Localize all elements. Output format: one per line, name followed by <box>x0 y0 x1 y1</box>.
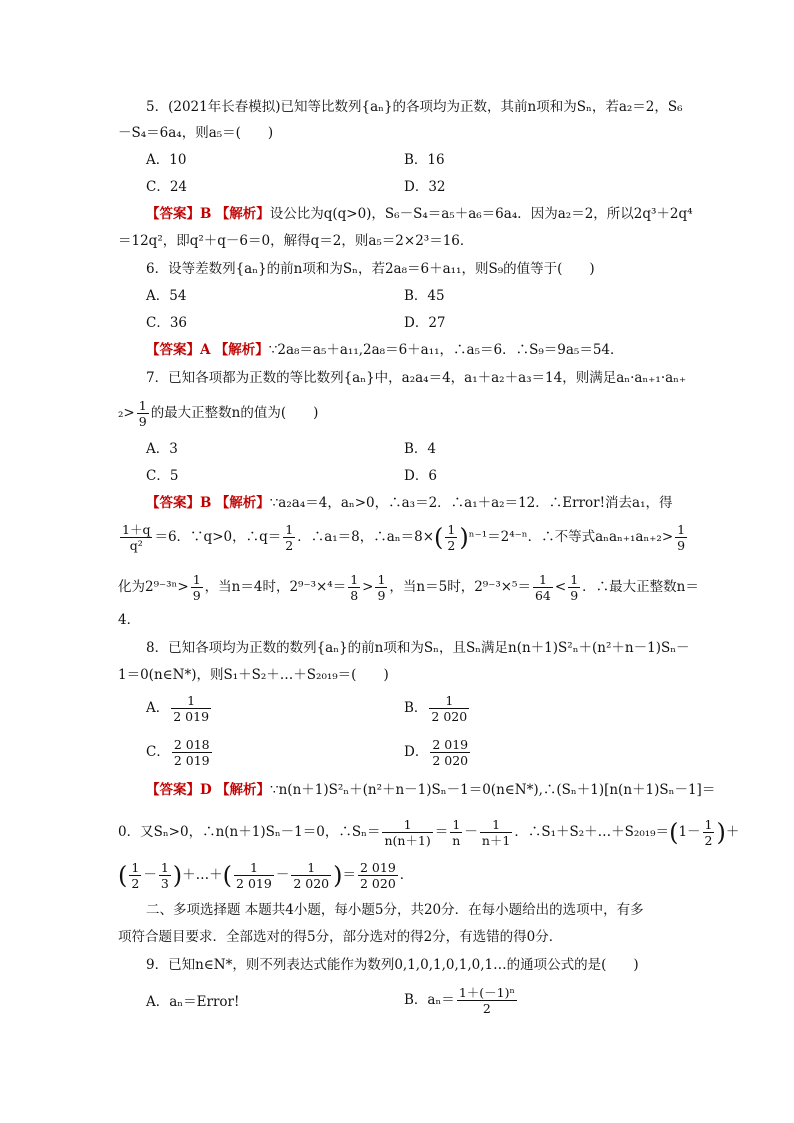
q8-option-c <box>146 737 214 768</box>
q7-line1: 7．已知各项都为正数的等比数列{aₙ}中，a₂a₄＝4，a₁＋a₂＋a₃＝14，则满足aₙ·aₙ₊₁·aₙ₊ <box>146 370 687 386</box>
frac-den: 2 <box>447 538 456 553</box>
text: ，当n＝5时，2⁹⁻³×⁵＝ <box>389 579 531 595</box>
text: 1－ <box>678 824 701 840</box>
text: ⁿ⁻¹＝2⁴⁻ⁿ．∴不等式aₙaₙ₊₁aₙ₊₂> <box>468 529 674 545</box>
q7-analysis-line2 <box>118 522 689 553</box>
q7-option-b: B．4 <box>404 441 437 457</box>
q7-analysis-tag: 【解析】 <box>215 495 270 511</box>
frac-num: 1 <box>677 522 686 537</box>
text: ．∴最大正整数n＝ <box>582 579 699 595</box>
q5-option-d: D．32 <box>404 179 446 195</box>
q7-a2-frac4 <box>675 522 687 553</box>
frac-num: 1 <box>704 817 713 832</box>
q5-line1: 5．(2021年长春模拟)已知等比数列{aₙ}的各项均为正数，其前n项和为Sₙ，若a₂＝2，S₆ <box>146 99 683 115</box>
label: C． <box>146 744 170 760</box>
section2-line2: 项符合题目要求．全部选对的得5分，部分选对的得2分，有选错的得0分． <box>118 929 563 945</box>
q7-option-d: D．6 <box>404 468 437 484</box>
q8-option-b <box>404 693 471 724</box>
left-paren: ( <box>669 818 679 847</box>
q5-answer-tag: 【答案】B <box>146 206 212 222</box>
right-paren: ) <box>333 861 343 890</box>
q6-line1: 6．设等差数列{aₙ}的前n项和为Sₙ，若2a₈＝6＋a₁₁，则S₉的值等于( ) <box>146 261 595 277</box>
q6-option-c: C．36 <box>146 315 188 331</box>
text: － <box>464 824 478 840</box>
frac-num: 1＋q <box>122 522 151 537</box>
frac-den: 8 <box>350 588 359 603</box>
frac-den: 2 019 <box>173 753 210 768</box>
q5-option-c: C．24 <box>146 179 188 195</box>
frac-den: 9 <box>192 588 201 603</box>
q8-analysis-text1: ∵n(n＋1)S²ₙ＋(n²＋n－1)Sₙ－1＝0(n∈N*),∴(Sₙ＋1)[n(n＋1)Sₙ－1]＝ <box>270 782 716 798</box>
q7-a2-frac3 <box>445 522 457 553</box>
frac-den: 2 <box>131 876 140 891</box>
q7-option-c: C．5 <box>146 468 179 484</box>
q6-option-d: D．27 <box>404 315 446 331</box>
label: B． <box>404 700 428 716</box>
frac-den: 2 020 <box>431 709 468 724</box>
text: ＝6．∵q>0，∴q＝ <box>154 529 282 545</box>
text: ＋…＋ <box>182 867 223 883</box>
frac <box>129 860 141 891</box>
frac-num: 1 <box>429 693 469 709</box>
frac-den: q² <box>129 538 143 553</box>
frac-den: 2 020 <box>432 753 469 768</box>
frac-num: 1 <box>234 860 274 876</box>
q9-option-a: A．aₙ＝Error! <box>146 994 240 1010</box>
label: A． <box>146 700 170 716</box>
q6-option-b: B．45 <box>404 288 445 304</box>
frac-num: 1 <box>171 693 211 709</box>
frac-num: 1 <box>480 817 513 833</box>
q6-answer-tag: 【答案】A <box>146 342 211 358</box>
q8-analysis-line1 <box>146 780 715 800</box>
q7-frac-num: 1 <box>138 398 147 413</box>
q5-analysis-line1 <box>146 204 693 224</box>
q7-analysis-line3 <box>118 572 699 603</box>
frac-den: 2 <box>704 833 713 848</box>
q8-line1: 8．已知各项均为正数的数列{aₙ}的前n项和为Sₙ，且Sₙ满足n(n＋1)S²ₙ＋(n²＋n－1)Sₙ－ <box>146 640 690 656</box>
left-paren: ( <box>118 861 128 890</box>
frac-num: 2 019 <box>432 737 469 752</box>
q7-answer-tag: 【答案】B <box>146 495 212 511</box>
frac-den: 2 020 <box>293 876 330 891</box>
frac-den: 2 <box>285 538 294 553</box>
frac <box>533 572 553 603</box>
frac-den: 3 <box>160 876 169 891</box>
q7-fraction <box>137 398 149 429</box>
q5-analysis-text1: 设公比为q(q>0)，S₆－S₄＝a₅＋a₆＝6a₄．因为a₂＝2，所以2q³＋2q⁴ <box>269 206 693 222</box>
text: < <box>554 579 567 595</box>
frac <box>568 572 580 603</box>
frac <box>172 737 212 768</box>
frac-den: 2 <box>482 1001 491 1016</box>
text: 0．又Sₙ>0，∴n(n＋1)Sₙ－1＝0，∴Sₙ＝ <box>118 824 381 840</box>
frac-num: 1 <box>131 860 140 875</box>
q5-option-b: B．16 <box>404 152 445 168</box>
text: ．∴S₁＋S₂＋…＋S₂₀₁₉＝ <box>514 824 670 840</box>
q8-line2: 1＝0(n∈N*)，则S₁＋S₂＋…＋S₂₀₁₉＝( ) <box>118 667 389 683</box>
frac-den: 9 <box>377 588 386 603</box>
q7-line2-lead: ₂> <box>118 405 135 421</box>
frac-num: 1 <box>447 522 456 537</box>
frac <box>430 737 470 768</box>
frac-den: n(n＋1) <box>384 833 431 848</box>
text: ．∴a₁＝8，∴aₙ＝8× <box>297 529 435 545</box>
frac <box>234 860 274 891</box>
q9-line1: 9．已知n∈N*，则不列表达式能作为数列0,1,0,1,0,1,0,1…的通项公式的是( ) <box>146 957 639 973</box>
frac-num: 1 <box>291 860 331 876</box>
frac <box>375 572 387 603</box>
q8-answer-tag: 【答案】D <box>146 782 212 798</box>
frac <box>171 693 211 724</box>
q6-analysis-text: ∵2a₈＝a₅＋a₁₁,2a₈＝6＋a₁₁，∴a₅＝6．∴S₉＝9a₅＝54． <box>268 342 624 358</box>
frac-den: 2 020 <box>360 876 396 891</box>
q8-analysis-tag: 【解析】 <box>216 782 271 798</box>
q8-option-a <box>146 693 213 724</box>
q7-line2-tail: 的最大正整数n的值为( ) <box>150 405 319 421</box>
frac-num: 2 018 <box>173 737 210 752</box>
q7-option-a: A．3 <box>146 441 178 457</box>
frac <box>457 985 517 1016</box>
text: － <box>275 867 290 883</box>
text: － <box>143 867 157 883</box>
right-paren: ) <box>716 818 726 847</box>
text: ，当n＝4时，2⁹⁻³×⁴＝ <box>204 579 347 595</box>
q5-option-a: A．10 <box>146 152 187 168</box>
right-paren: ) <box>459 523 469 552</box>
frac <box>450 817 462 848</box>
left-paren: ( <box>222 861 233 890</box>
frac <box>703 817 715 848</box>
q9-option-b <box>404 985 519 1016</box>
frac <box>429 693 469 724</box>
frac-num: 1 <box>377 572 386 587</box>
q8-analysis-line2 <box>118 817 739 848</box>
text: ＋ <box>725 824 740 840</box>
q7-frac-den: 9 <box>138 414 147 429</box>
frac-num: 1 <box>285 522 294 537</box>
frac-num: 1＋(－1)ⁿ <box>458 985 515 1000</box>
label: B．aₙ＝ <box>404 992 455 1008</box>
q8-analysis-line3 <box>118 860 413 891</box>
q7-line2 <box>118 398 318 429</box>
q7-analysis-line4: 4． <box>118 612 141 628</box>
frac-num: 1 <box>382 817 432 833</box>
q7-analysis-line1 <box>146 493 672 513</box>
text: > <box>362 579 374 595</box>
frac-num: 1 <box>533 572 553 588</box>
frac <box>291 860 331 891</box>
q7-a2-frac1 <box>120 522 152 553</box>
q5-line2: －S₄＝6a₄，则a₅＝( ) <box>118 125 274 141</box>
frac-den: 9 <box>677 538 686 553</box>
frac-num: 1 <box>570 572 579 587</box>
text: ＝ <box>434 824 449 840</box>
q7-analysis-text1: ∵a₂a₄＝4，aₙ>0，∴a₃＝2．∴a₁＋a₂＝12．∴Error!消去a₁，得 <box>269 495 673 511</box>
frac-num: 1 <box>192 572 201 587</box>
frac <box>191 572 203 603</box>
section2-line1: 二、多项选择题 本题共4小题，每小题5分，共20分．在每小题给出的选项中，有多 <box>146 902 644 918</box>
right-paren: ) <box>172 861 183 890</box>
frac <box>159 860 171 891</box>
text: 化为2⁹⁻³ⁿ> <box>118 579 189 595</box>
frac-den: 2 019 <box>236 876 272 891</box>
q8-option-d <box>404 737 472 768</box>
text: ＝ <box>342 867 356 883</box>
label: D． <box>404 744 429 760</box>
q5-analysis-tag: 【解析】 <box>215 206 270 222</box>
frac-num: 1 <box>450 817 462 833</box>
text: ． <box>399 867 414 883</box>
frac-den: 9 <box>570 588 579 603</box>
frac <box>480 817 513 848</box>
q7-a2-frac2 <box>283 522 295 553</box>
frac-den: n <box>452 833 461 848</box>
frac-den: 2 019 <box>173 709 210 724</box>
frac <box>358 860 398 891</box>
q6-option-a: A．54 <box>146 288 187 304</box>
frac-num: 2 019 <box>360 860 396 875</box>
frac-num: 1 <box>160 860 169 875</box>
frac-den: 64 <box>534 588 551 603</box>
frac <box>348 572 360 603</box>
frac <box>382 817 432 848</box>
q5-analysis-line2: ＝12q²，即q²＋q－6＝0，解得q＝2，则a₅＝2×2³＝16． <box>118 233 474 249</box>
q6-analysis <box>146 340 624 360</box>
q6-analysis-tag: 【解析】 <box>214 342 269 358</box>
frac-num: 1 <box>350 572 359 587</box>
left-paren: ( <box>434 523 444 552</box>
frac-den: n＋1 <box>481 833 511 848</box>
